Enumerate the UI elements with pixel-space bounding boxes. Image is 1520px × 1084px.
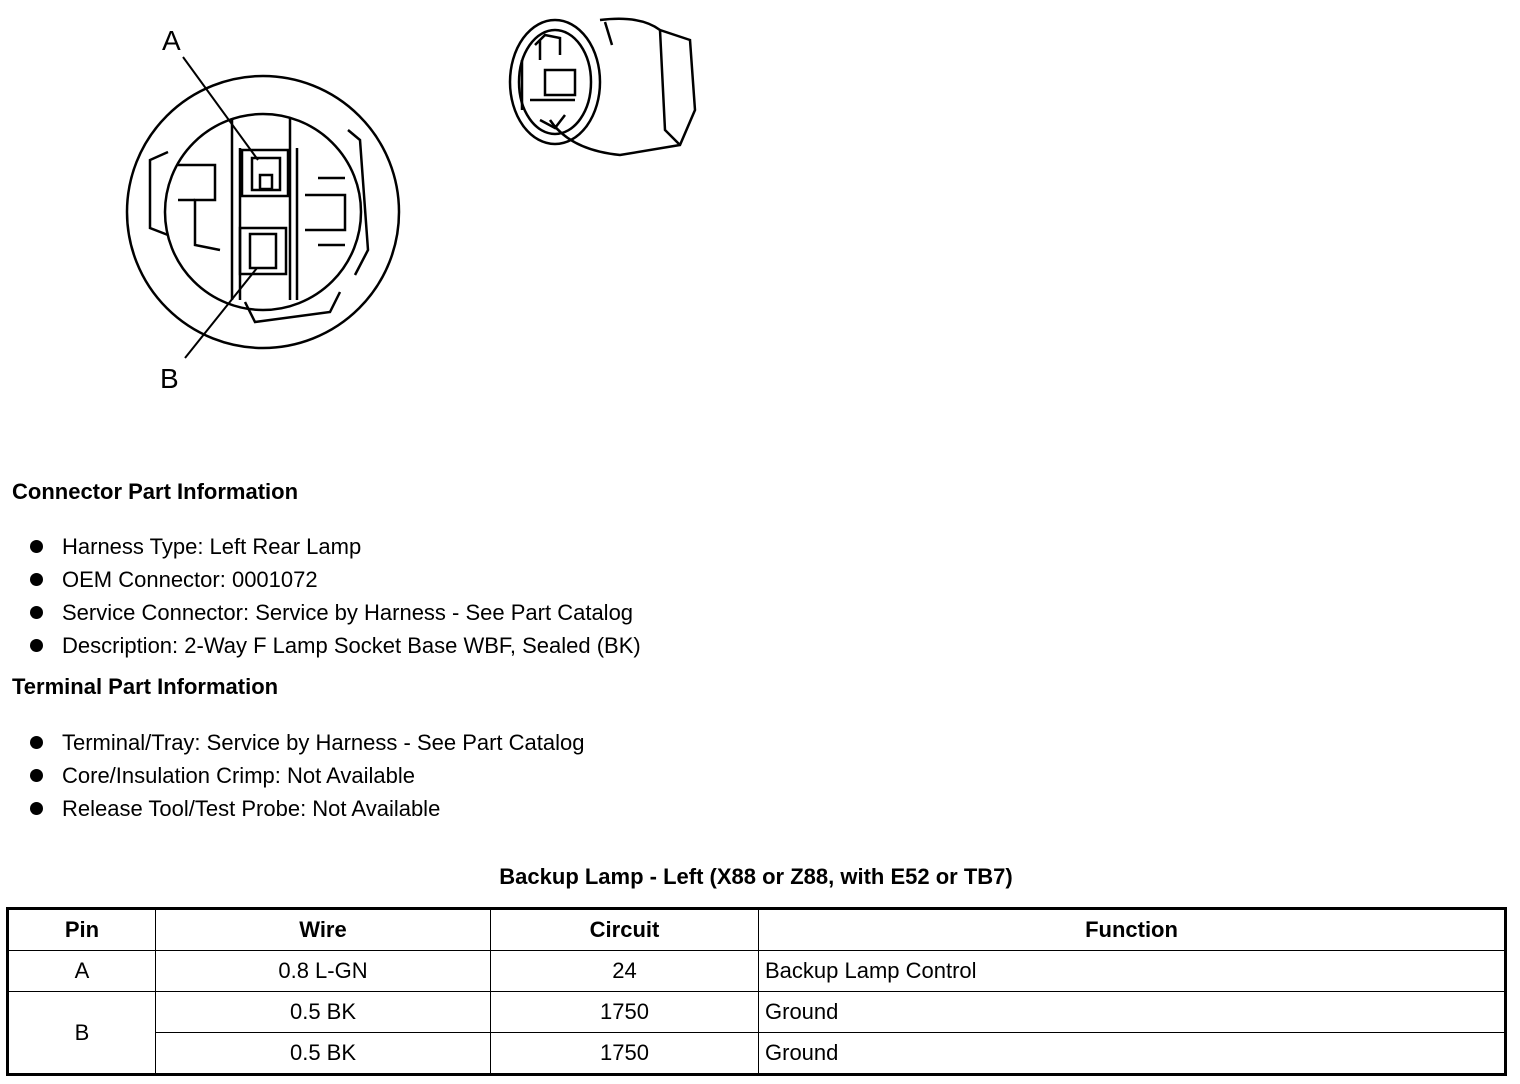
table-row [8, 1033, 1506, 1075]
table-row [8, 951, 1506, 992]
bullet-icon [30, 802, 43, 815]
table-row [8, 992, 1506, 1033]
cell-wire: 0.5 BK [156, 992, 491, 1033]
connector-diagram [0, 0, 760, 420]
header-wire: Wire [156, 909, 491, 951]
cell-wire: 0.5 BK [156, 1033, 491, 1075]
header-pin: Pin [8, 909, 156, 951]
list-item: Service Connector: Service by Harness - See Part Catalog [30, 596, 641, 629]
cell-wire: 0.8 L-GN [156, 951, 491, 992]
cell-function: Ground [759, 992, 1506, 1033]
cell-pin: A [8, 951, 156, 992]
pinout-table [6, 907, 1507, 1076]
pin-a-label: A [162, 25, 181, 56]
list-item: Core/Insulation Crimp: Not Available [30, 759, 585, 792]
cell-circuit: 24 [491, 951, 759, 992]
cell-pin: B [8, 992, 156, 1075]
bullet-icon [30, 573, 43, 586]
table-header-row [8, 909, 1506, 951]
list-item: Description: 2-Way F Lamp Socket Base WBF, Sealed (BK) [30, 629, 641, 662]
bullet-icon [30, 606, 43, 619]
connector-3d-view [510, 19, 695, 155]
connector-info-heading: Connector Part Information [12, 479, 299, 504]
header-circuit: Circuit [491, 909, 759, 951]
header-function: Function [759, 909, 1506, 951]
list-item: Harness Type: Left Rear Lamp [30, 530, 641, 563]
terminal-info-heading: Terminal Part Information [12, 674, 279, 699]
cell-function: Ground [759, 1033, 1506, 1075]
bullet-icon [30, 736, 43, 749]
cell-function: Backup Lamp Control [759, 951, 1506, 992]
cell-circuit: 1750 [491, 992, 759, 1033]
connector-outer-ring [127, 76, 399, 348]
cell-circuit: 1750 [491, 1033, 759, 1075]
bullet-icon [30, 540, 43, 553]
connector-info-list [30, 530, 641, 662]
terminal-info-list [30, 726, 585, 825]
table-caption: Backup Lamp - Left (X88 or Z88, with E52 or TB7) [499, 864, 1013, 889]
list-item: Terminal/Tray: Service by Harness - See Part Catalog [30, 726, 585, 759]
pin-b-label: B [160, 363, 179, 394]
list-item: OEM Connector: 0001072 [30, 563, 641, 596]
bullet-icon [30, 769, 43, 782]
bullet-icon [30, 639, 43, 652]
list-item: Release Tool/Test Probe: Not Available [30, 792, 585, 825]
